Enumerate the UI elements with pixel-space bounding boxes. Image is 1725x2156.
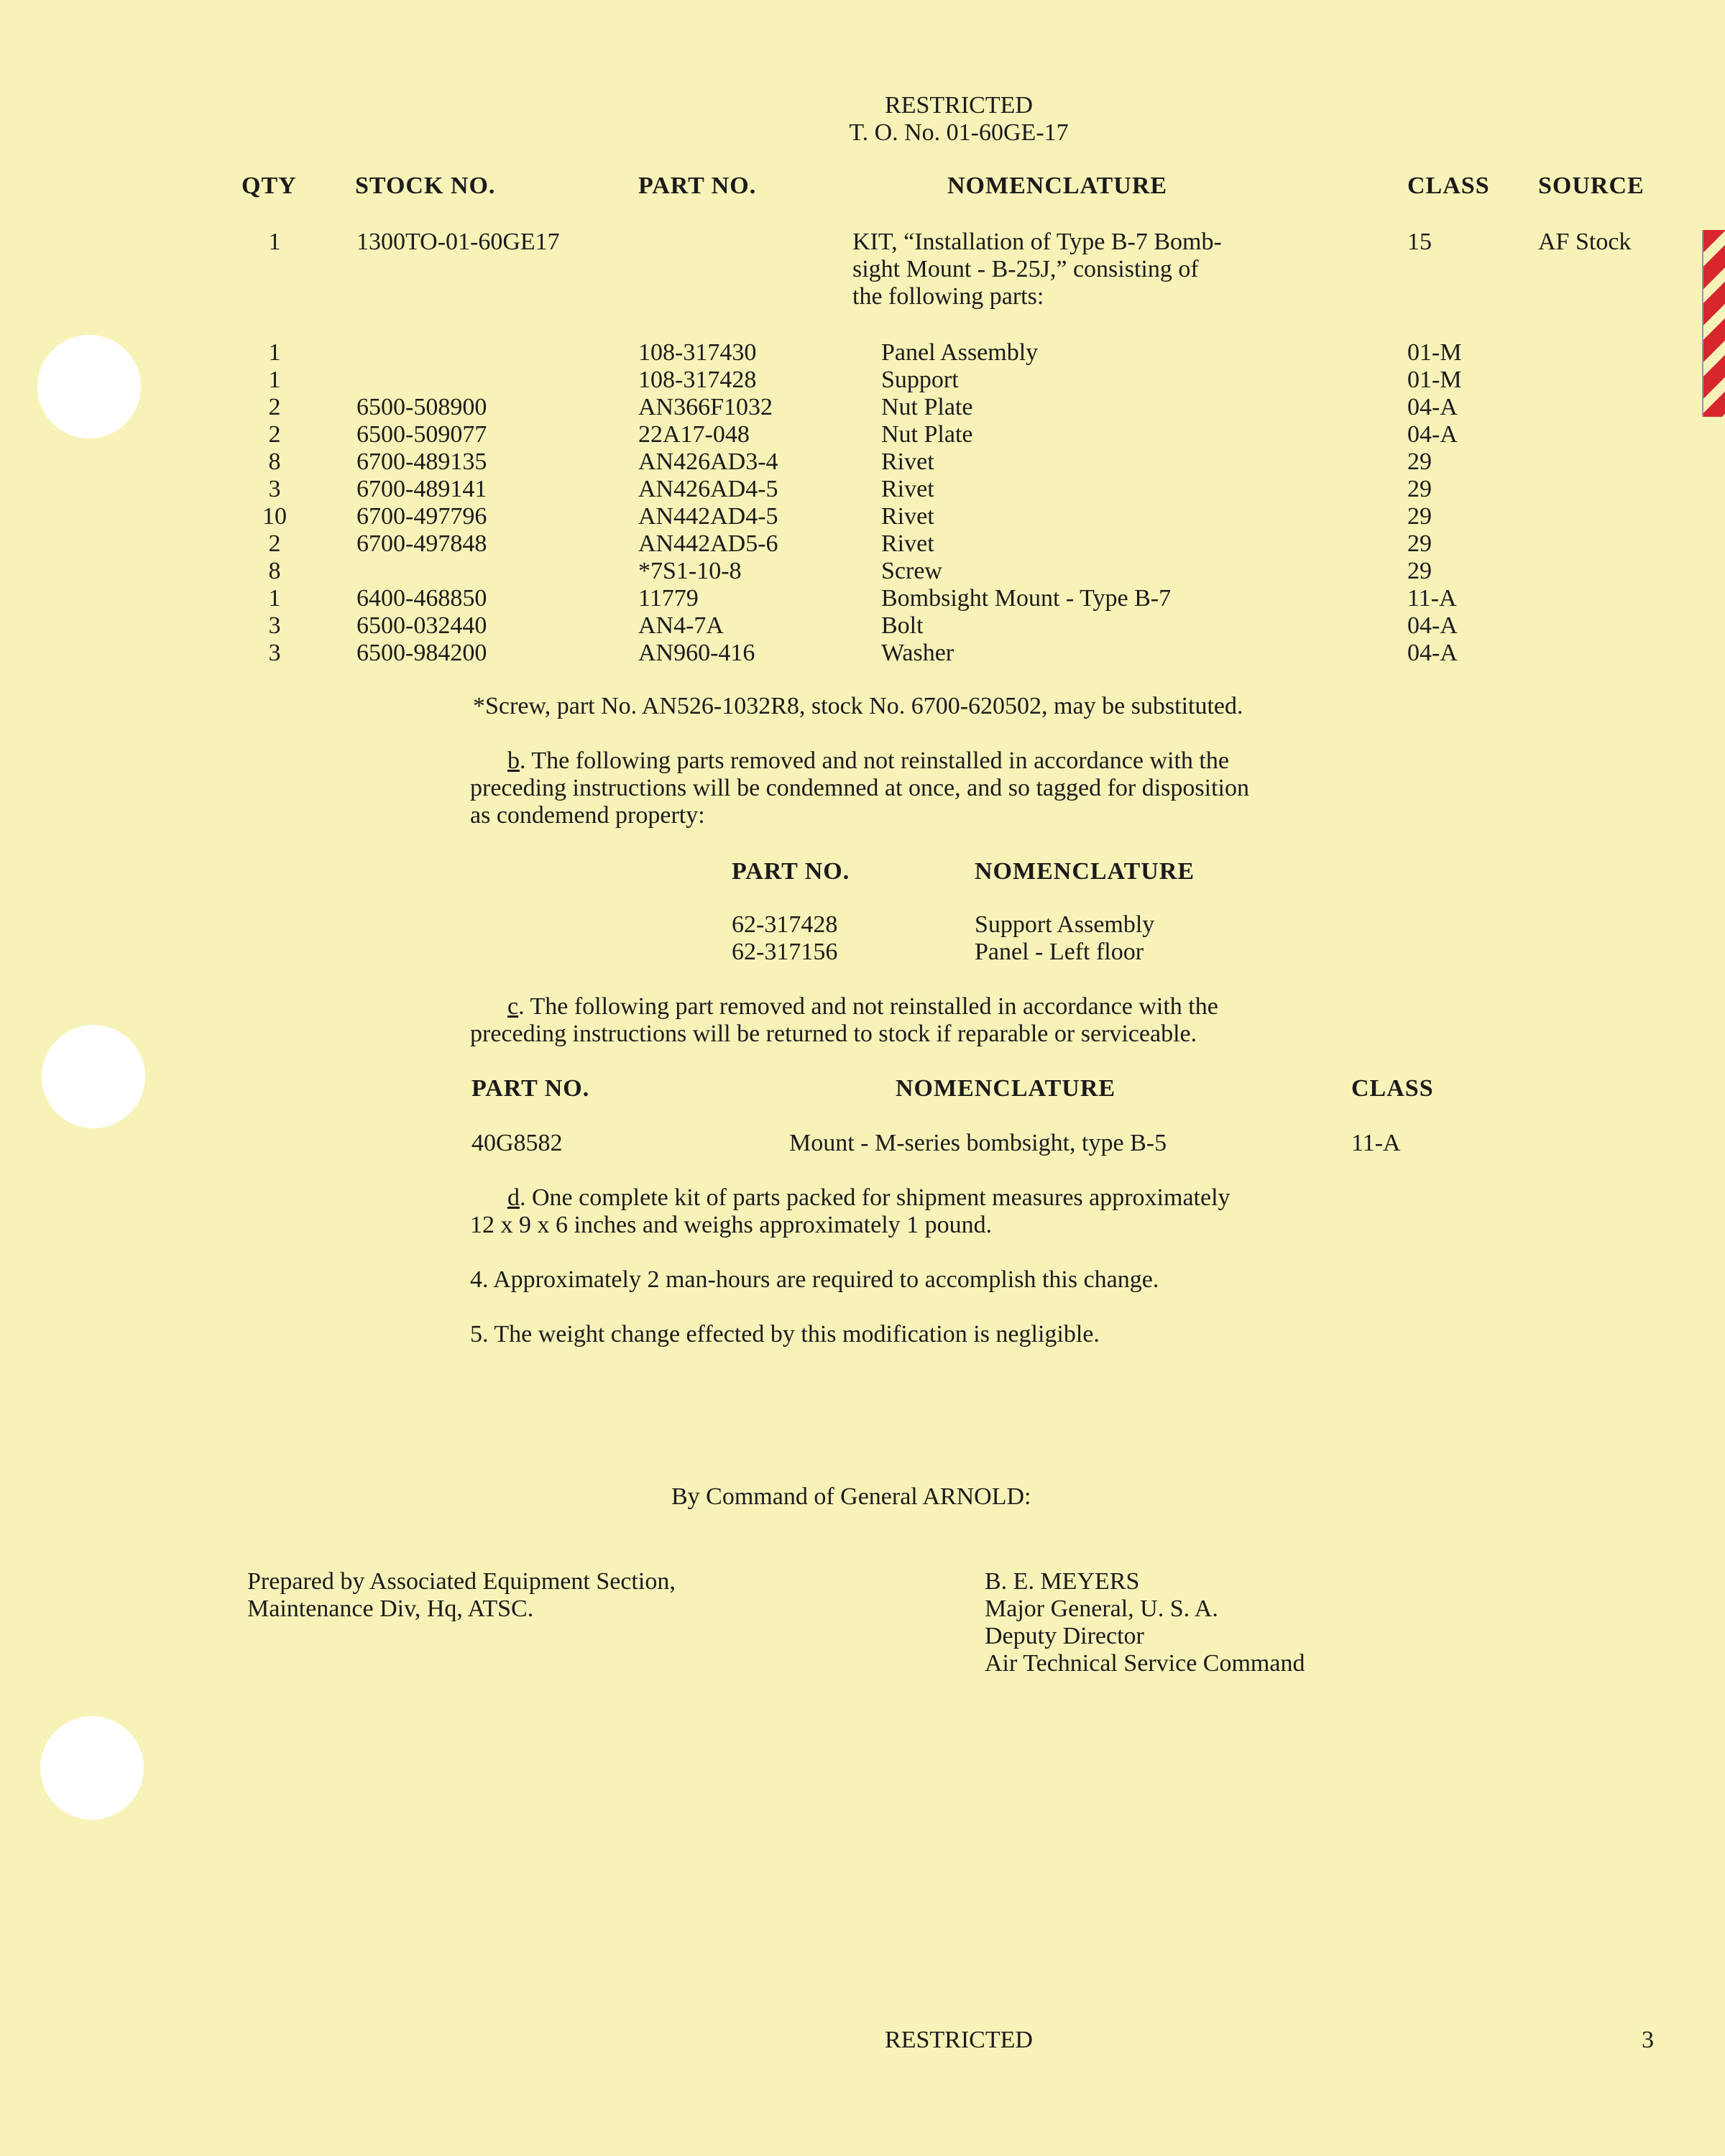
part-row-qty: 10 [262,503,287,530]
page-number: 3 [1642,2027,1654,2053]
part-row-class: 29 [1407,448,1432,475]
part-row-class: 04-A [1407,394,1458,420]
part-row-stock: 6400-468850 [356,585,487,612]
para-b-header-part: PART NO. [732,858,850,885]
col-header-stock: STOCK NO. [355,172,496,199]
part-row-qty: 1 [268,585,281,612]
para-c-letter: c [507,993,519,1020]
para-b-line2: preceding instructions will be condemned at once, and so tagged for disposition [470,775,1249,801]
col-header-source: SOURCE [1538,172,1644,199]
para-d-letter: d [507,1184,520,1211]
red-striped-tab [1702,230,1725,417]
part-row-qty: 3 [268,640,281,666]
part-row-qty: 3 [268,476,281,502]
part-row-class: 04-A [1407,612,1458,639]
prepared-line2: Maintenance Div, Hq, ATSC. [247,1595,534,1622]
part-row-stock: 6500-984200 [356,640,487,666]
part-row-nomenclature: Rivet [881,448,934,475]
part-row-nomenclature: Washer [881,640,954,666]
col-header-part: PART NO. [638,172,757,199]
part-row-part-no: 108-317428 [638,367,757,393]
part-row-qty: 1 [268,339,281,366]
part-row-nomenclature: Screw [881,558,942,584]
part-row-part-no: 11779 [638,585,699,612]
para-b-nom-1: Support Assembly [975,911,1155,938]
para-d-text: . One complete kit of parts packed for shipment measures approximately [520,1184,1230,1211]
kit-nomenclature-line2: sight Mount - B-25J,” consisting of [852,256,1199,282]
binder-hole-middle [42,1025,145,1128]
signature-title: Deputy Director [985,1623,1144,1649]
item-4: 4. Approximately 2 man-hours are required to accomplish this change. [470,1266,1159,1293]
part-row-qty: 8 [268,558,281,584]
signature-org: Air Technical Service Command [985,1650,1305,1677]
part-row-part-no: AN960-416 [638,640,755,666]
col-header-class: CLASS [1407,172,1490,199]
part-row-stock: 6700-497848 [356,530,487,557]
part-row-stock: 6700-489135 [356,448,487,475]
para-b-header-nomenclature: NOMENCLATURE [975,858,1195,885]
para-b-text: . The following parts removed and not reinstalled in accordance with the [520,747,1229,774]
kit-qty: 1 [268,229,281,255]
part-row-part-no: AN442AD5-6 [638,530,778,557]
part-row-part-no: AN366F1032 [638,394,773,420]
kit-class: 15 [1407,229,1432,255]
command-line: By Command of General ARNOLD: [671,1483,1031,1510]
para-b-part-2: 62-317156 [732,939,838,965]
part-row-part-no: 108-317430 [638,339,757,366]
part-row-class: 01-M [1407,367,1462,393]
part-row-nomenclature: Panel Assembly [881,339,1039,366]
signature-name: B. E. MEYERS [985,1568,1140,1595]
part-row-nomenclature: Support [881,367,959,393]
part-row-qty: 1 [268,367,281,393]
part-row-nomenclature: Bombsight Mount - Type B-7 [881,585,1172,612]
kit-stock: 1300TO-01-60GE17 [356,229,560,255]
para-c-header-part: PART NO. [472,1075,590,1102]
kit-source: AF Stock [1538,229,1632,255]
part-row-class: 01-M [1407,339,1462,366]
binder-hole-bottom [40,1716,144,1820]
part-row-class: 04-A [1407,421,1458,448]
para-b-line1 [507,747,1229,775]
part-row-qty: 3 [268,612,281,639]
prepared-line1: Prepared by Associated Equipment Section, [247,1568,676,1595]
part-row-nomenclature: Bolt [881,612,924,639]
part-row-nomenclature: Rivet [881,530,934,557]
part-row-nomenclature: Nut Plate [881,394,973,420]
part-row-part-no: AN442AD4-5 [638,503,778,530]
part-row-qty: 2 [268,421,281,448]
para-d-line2: 12 x 9 x 6 inches and weighs approximately 1 pound. [470,1212,993,1238]
para-c-class: 11-A [1351,1130,1401,1156]
col-header-nomenclature: NOMENCLATURE [947,172,1168,199]
para-c-header-nomenclature: NOMENCLATURE [896,1075,1116,1102]
footer-restricted: RESTRICTED [885,2027,1033,2053]
part-row-part-no: AN4-7A [638,612,724,639]
para-b-line3: as condemend property: [470,802,705,829]
col-header-qty: QTY [242,172,297,199]
para-c-text: . The following part removed and not reinstalled in accordance with the [518,993,1218,1020]
screw-footnote: *Screw, part No. AN526-1032R8, stock No. 6700-620502, may be substituted. [473,693,1243,719]
part-row-class: 11-A [1407,585,1457,612]
para-c-part: 40G8582 [472,1130,563,1156]
part-row-qty: 8 [268,448,281,475]
para-c-line1 [507,993,1218,1021]
para-c-line2: preceding instructions will be returned to stock if reparable or serviceable. [470,1021,1197,1047]
part-row-nomenclature: Rivet [881,476,934,502]
part-row-stock: 6700-497796 [356,503,487,530]
binder-hole-top [37,335,141,438]
part-row-part-no: AN426AD3-4 [638,448,778,475]
part-row-class: 29 [1407,558,1432,584]
para-b-part-1: 62-317428 [732,911,838,938]
part-row-qty: 2 [268,394,281,420]
part-row-class: 04-A [1407,640,1458,666]
part-row-stock: 6700-489141 [356,476,487,502]
part-row-qty: 2 [268,530,281,557]
para-b-letter: b [507,747,520,774]
part-row-nomenclature: Rivet [881,503,934,530]
part-row-nomenclature: Nut Plate [881,421,973,448]
part-row-part-no: 22A17-048 [638,421,750,448]
kit-nomenclature-line3: the following parts: [852,283,1044,310]
part-row-stock: 6500-032440 [356,612,487,639]
item-5: 5. The weight change effected by this modification is negligible. [470,1321,1100,1348]
part-row-stock: 6500-508900 [356,394,487,420]
part-row-class: 29 [1407,530,1432,557]
part-row-part-no: AN426AD4-5 [638,476,778,502]
header-restricted: RESTRICTED [885,92,1033,119]
part-row-part-no: *7S1-10-8 [638,558,742,584]
part-row-class: 29 [1407,503,1432,530]
kit-nomenclature-line1: KIT, “Installation of Type B-7 Bomb- [852,229,1222,255]
header-to-number: T. O. No. 01-60GE-17 [849,119,1069,146]
part-row-class: 29 [1407,476,1432,502]
para-c-nom: Mount - M-series bombsight, type B-5 [789,1130,1167,1156]
signature-rank: Major General, U. S. A. [985,1595,1218,1622]
para-b-nom-2: Panel - Left floor [975,939,1144,965]
para-d-line1 [507,1184,1230,1212]
para-c-header-class: CLASS [1351,1075,1434,1102]
part-row-stock: 6500-509077 [356,421,487,448]
